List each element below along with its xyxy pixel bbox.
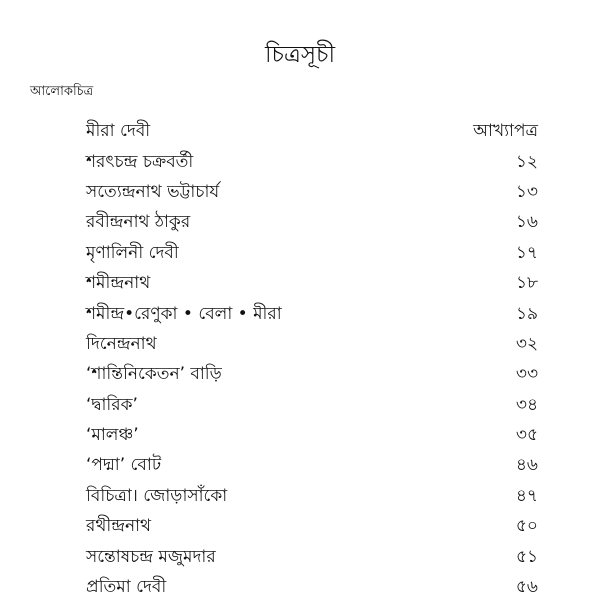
entry-name: ‘মালঞ্চ’ [86,425,139,446]
list-item [86,299,538,329]
list-item [86,360,538,390]
list-item [86,482,538,512]
entry-page: ১৮ [515,273,538,294]
list-item [86,208,538,238]
entry-name: প্রতিমা দেবী [86,577,167,598]
entry-name: ‘দ্বারিক’ [86,394,138,415]
entry-page: ১৭ [515,242,538,263]
list-item [86,239,538,269]
entry-name: মৃণালিনী দেবী [86,242,179,263]
list-item [86,269,538,299]
list-item [86,391,538,421]
entry-page: ৪৭ [515,485,538,506]
page-title: চিত্রসূচী [264,42,336,68]
entry-page: ৫১ [515,546,538,567]
entry-page: ৩২ [515,333,538,354]
entry-name: সন্তোষচন্দ্র মজুমদার [86,546,216,567]
entry-name: বিচিত্রা। জোড়াসাঁকো [86,485,228,506]
entry-name: শরৎচন্দ্র চক্রবর্তী [86,151,194,172]
entry-page: ৩৫ [515,425,538,446]
list-item [86,178,538,208]
entry-name: দিনেন্দ্রনাথ [86,333,157,354]
entry-name: রথীন্দ্রনাথ [86,516,152,537]
list-item [86,330,538,360]
list-item [86,421,538,451]
list-item [86,573,538,603]
entry-page: ৫০ [515,516,538,537]
list-item [86,147,538,177]
entry-page: ৪৬ [515,455,538,476]
entry-name: শমীন্দ্রনাথ [86,273,151,294]
entry-name: সত্যেন্দ্রনাথ ভট্টাচার্য [86,181,220,202]
entry-name: ‘পদ্মা’ বোট [86,455,162,476]
entry-name: শমীন্দ্র•রেণুকা • বেলা • মীরা [86,303,282,324]
section-heading: আলোকচিত্র [30,84,94,99]
entry-page: আখ্যাপত্র [473,121,538,142]
list-item [86,451,538,481]
list-item [86,512,538,542]
list-item [86,117,538,147]
illustration-list [86,117,538,603]
entry-page: ১৩ [515,181,538,202]
entry-page: ৩৩ [515,364,538,385]
entry-name: ‘শান্তিনিকেতন’ বাড়ি [86,364,222,385]
entry-page: ৫৬ [515,577,538,598]
entry-page: ১৬ [515,212,538,233]
entry-page: ১৯ [515,303,538,324]
entry-page: ১২ [515,151,538,172]
list-item [86,542,538,572]
entry-name: মীরা দেবী [86,121,151,142]
entry-name: রবীন্দ্রনাথ ঠাকুর [86,212,191,233]
entry-page: ৩৪ [515,394,538,415]
